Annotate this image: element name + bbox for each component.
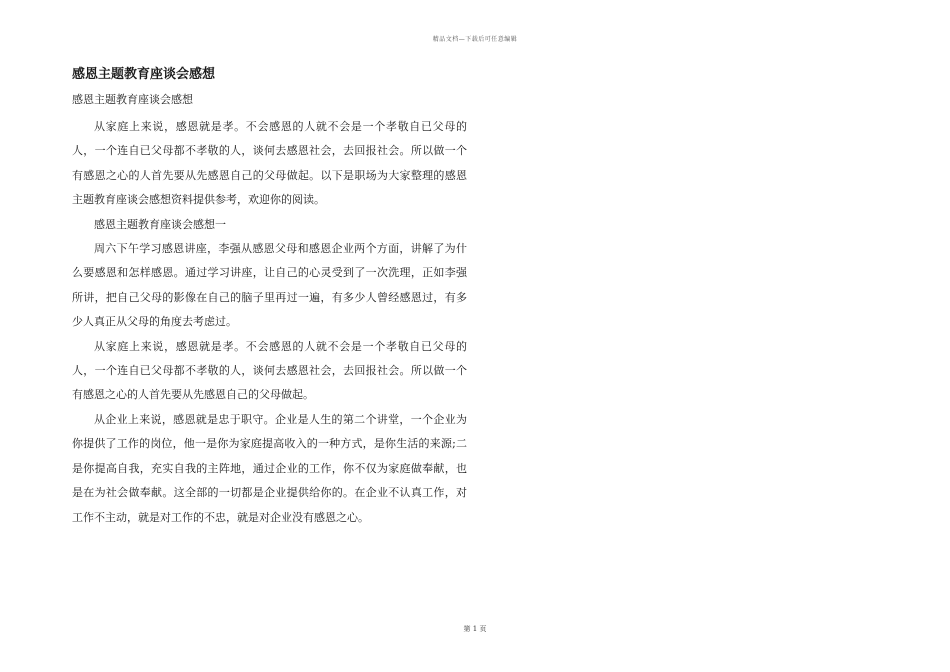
document-body (72, 66, 467, 530)
paragraph-intro: 从家庭上来说，感恩就是孝。不会感恩的人就不会是一个孝敬自已父母的人，一个连自已父母都不孝敬的人，谈何去感恩社会，去回报社会。所以做一个有感恩之心的人首先要从先感恩自己的父母做起。以下是职场为大家整理的感恩主题教育座谈会感想资料提供参考，欢迎你的阅读。 (72, 120, 467, 207)
paragraph-lecture: 周六下午学习感恩讲座，李强从感恩父母和感恩企业两个方面，讲解了为什么要感恩和怎样感恩。通过学习讲座，让自己的心灵受到了一次洗理，正如李强所讲，把自己父母的影像在自己的脑子里再过一遍，有多少人曾经感恩过，有多少人真正从父母的角度去考虑过。 (72, 242, 467, 329)
paragraph-enterprise: 从企业上来说，感恩就是忠于职守。企业是人生的第二个讲堂，一个企业为你提供了工作的岗位，他一是你为家庭提高收入的一种方式，是你生活的来源;二是你提高自我，充实自我的主阵地，通过企业的工作，你不仅为家庭做奉献，也是在为社会做奉献。这全部的一切都是企业提供给你的。在企业不认真工作，对工作不主动，就是对工作的不忠，就是对企业没有感恩之心。 (72, 412, 467, 524)
paragraph-family: 从家庭上来说，感恩就是孝。不会感恩的人就不会是一个孝敬自已父母的人，一个连自已父母都不孝敬的人，谈何去感恩社会，去回报社会。所以做一个有感恩之心的人首先要从先感恩自己的父母做起。 (72, 339, 467, 402)
section-heading: 感恩主题教育座谈会感想一 (94, 217, 226, 231)
header-note: 精品文档—下载后可任意编辑 (432, 36, 518, 43)
document-subtitle: 感恩主题教育座谈会感想 (72, 93, 193, 106)
document-title: 感恩主题教育座谈会感想 (72, 67, 216, 82)
page-number: 第 1 页 (463, 625, 487, 633)
